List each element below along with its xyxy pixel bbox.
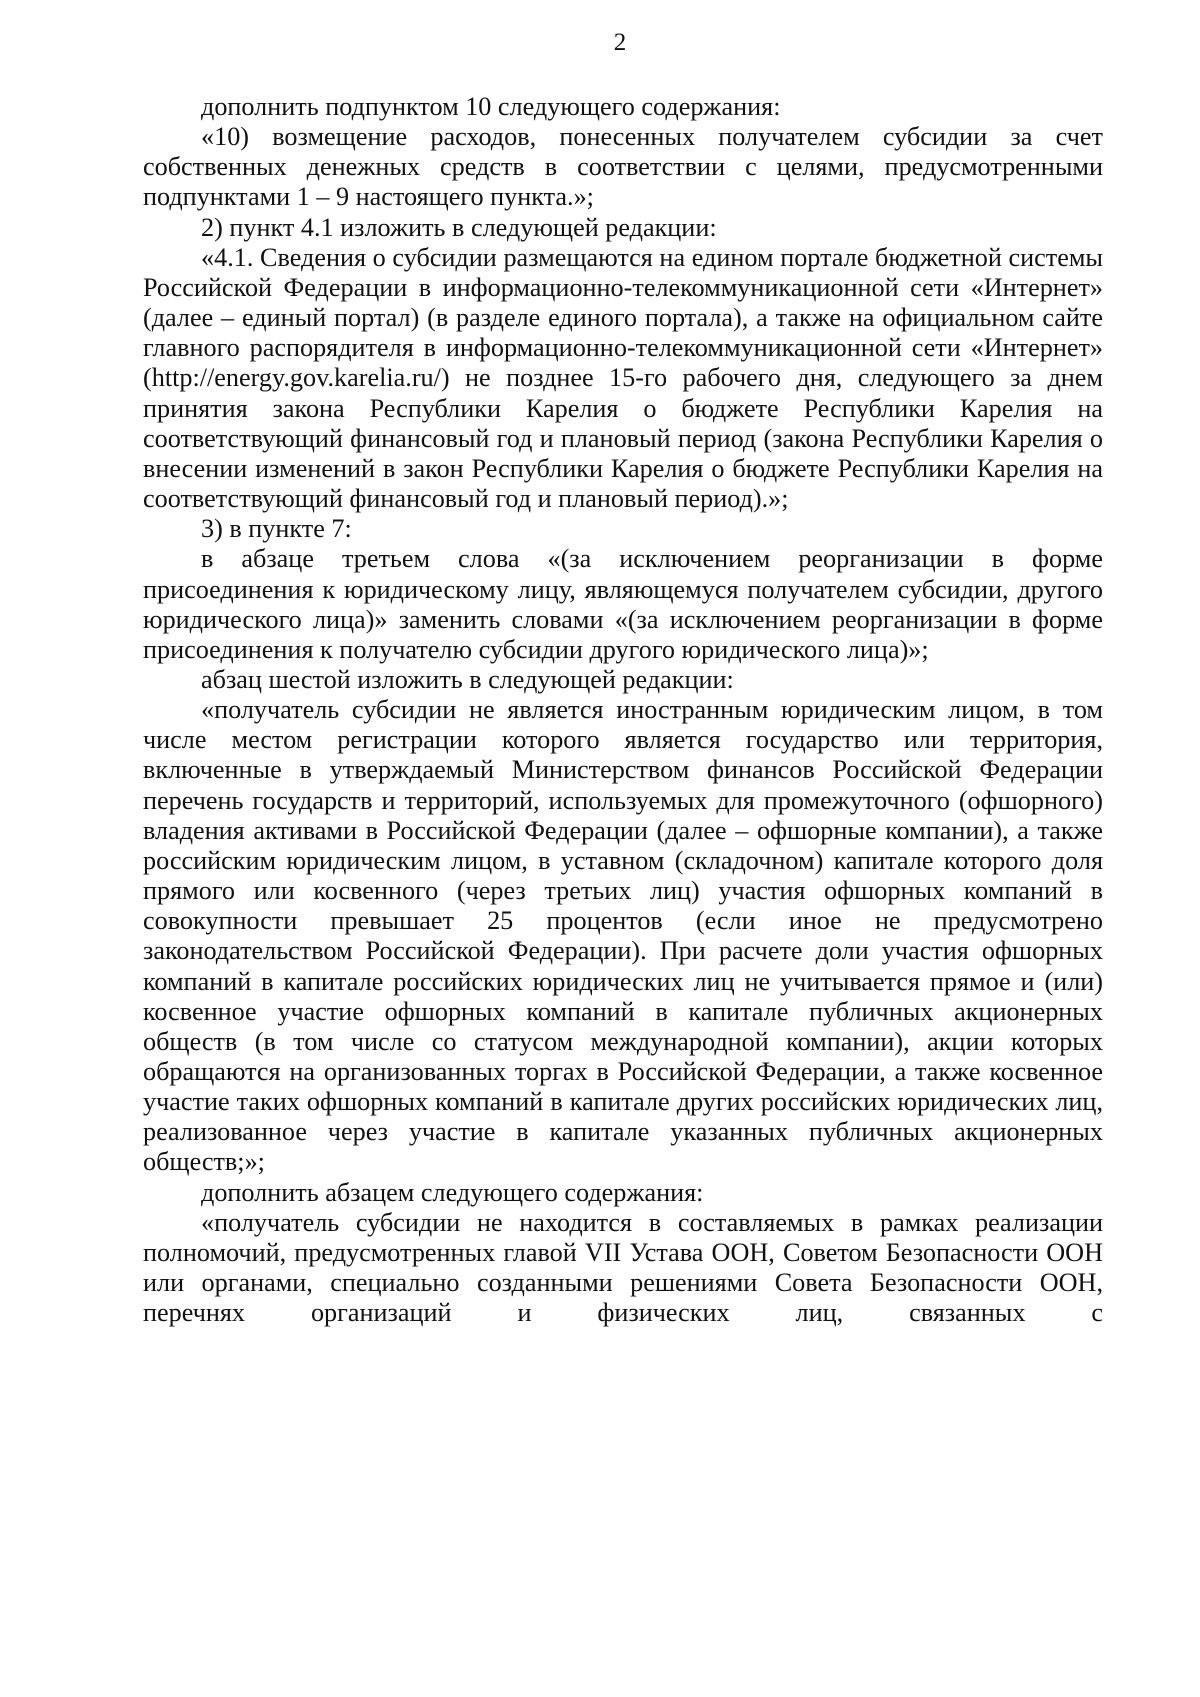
paragraph-un-sanctions-condition: «получатель субсидии не находится в составляемых в рамках реализации полномочий, предусмотренных главой VII Устава ООН, Советом Безопасности ООН или органами, специально созданными решениями Совета Безопасности ООН, перечнях организаций и физических лиц, связанных с <box>143 1207 1103 1328</box>
paragraph-item-2: 2) пункт 4.1 изложить в следующей редакции: <box>201 212 717 242</box>
paragraph-sixth-abzac-intro: абзац шестой изложить в следующей редакции: <box>201 664 734 694</box>
paragraph-third-abzac-replacement: в абзаце третьем слова «(за исключением реорганизации в форме присоединения к юридическому лицу, являющемуся получателем субсидии, другого юридического лица)» заменить словами «(за исключением реорганизации в форме присоединения к получателю субсидии другого юридического лица)»; <box>143 544 1103 664</box>
paragraph-item-3: 3) в пункте 7: <box>201 514 352 544</box>
paragraph-subitem-10-text: «10) возмещение расходов, понесенных получателем субсидии за счет собственных денежных средств в соответствии с целями, предусмотренными подпунктами 1 – 9 настоящего пункта.»; <box>143 122 1103 212</box>
page-number: 2 <box>613 29 627 56</box>
paragraph-item-4-1-text: «4.1. Сведения о субсидии размещаются на едином портале бюджетной системы Российской Федерации в информационно-телекоммуникационной сети «Интернет» (далее – единый портал) (в разделе единого портала), а также на официальном сайте главного распорядителя в информационно-телекоммуникационной сети «Интернет» (http://energy.gov.karelia.ru/) не позднее 15-го рабочего дня, следующего за днем принятия закона Республики Карелия о бюджете Республики Карелия на соответствующий финансовый год и плановый период (закона Республики Карелия о внесении изменений в закон Республики Карелия о бюджете Республики Карелия на соответствующий финансовый год и плановый период).»; <box>143 242 1103 514</box>
paragraph-add-abzac: дополнить абзацем следующего содержания: <box>201 1177 704 1207</box>
document-body <box>143 92 1103 1328</box>
paragraph-add-subitem-10: дополнить подпунктом 10 следующего содержания: <box>201 92 781 121</box>
paragraph-offshore-condition: «получатель субсидии не является иностранным юридическим лицом, в том числе местом регистрации которого является государство или территория, включенные в утверждаемый Министерством финансов Российской Федерации перечень государств и территорий, используемых для промежуточного (офшорного) владения активами в Российской Федерации (далее – офшорные компании), а также российским юридическим лицом, в уставном (складочном) капитале которого доля прямого или косвенного (через третьих лиц) участия офшорных компаний в совокупности превышает 25 процентов (если иное не предусмотрено законодательством Российской Федерации). При расчете доли участия офшорных компаний в капитале российских юридических лиц не учитывается прямое и (или) косвенное участие офшорных компаний в капитале публичных акционерных обществ (в том числе со статусом международной компании), акции которых обращаются на организованных торгах в Российской Федерации, а также косвенное участие таких офшорных компаний в капитале других российских юридических лиц, реализованное через участие в капитале указанных публичных акционерных обществ;»; <box>143 695 1103 1177</box>
